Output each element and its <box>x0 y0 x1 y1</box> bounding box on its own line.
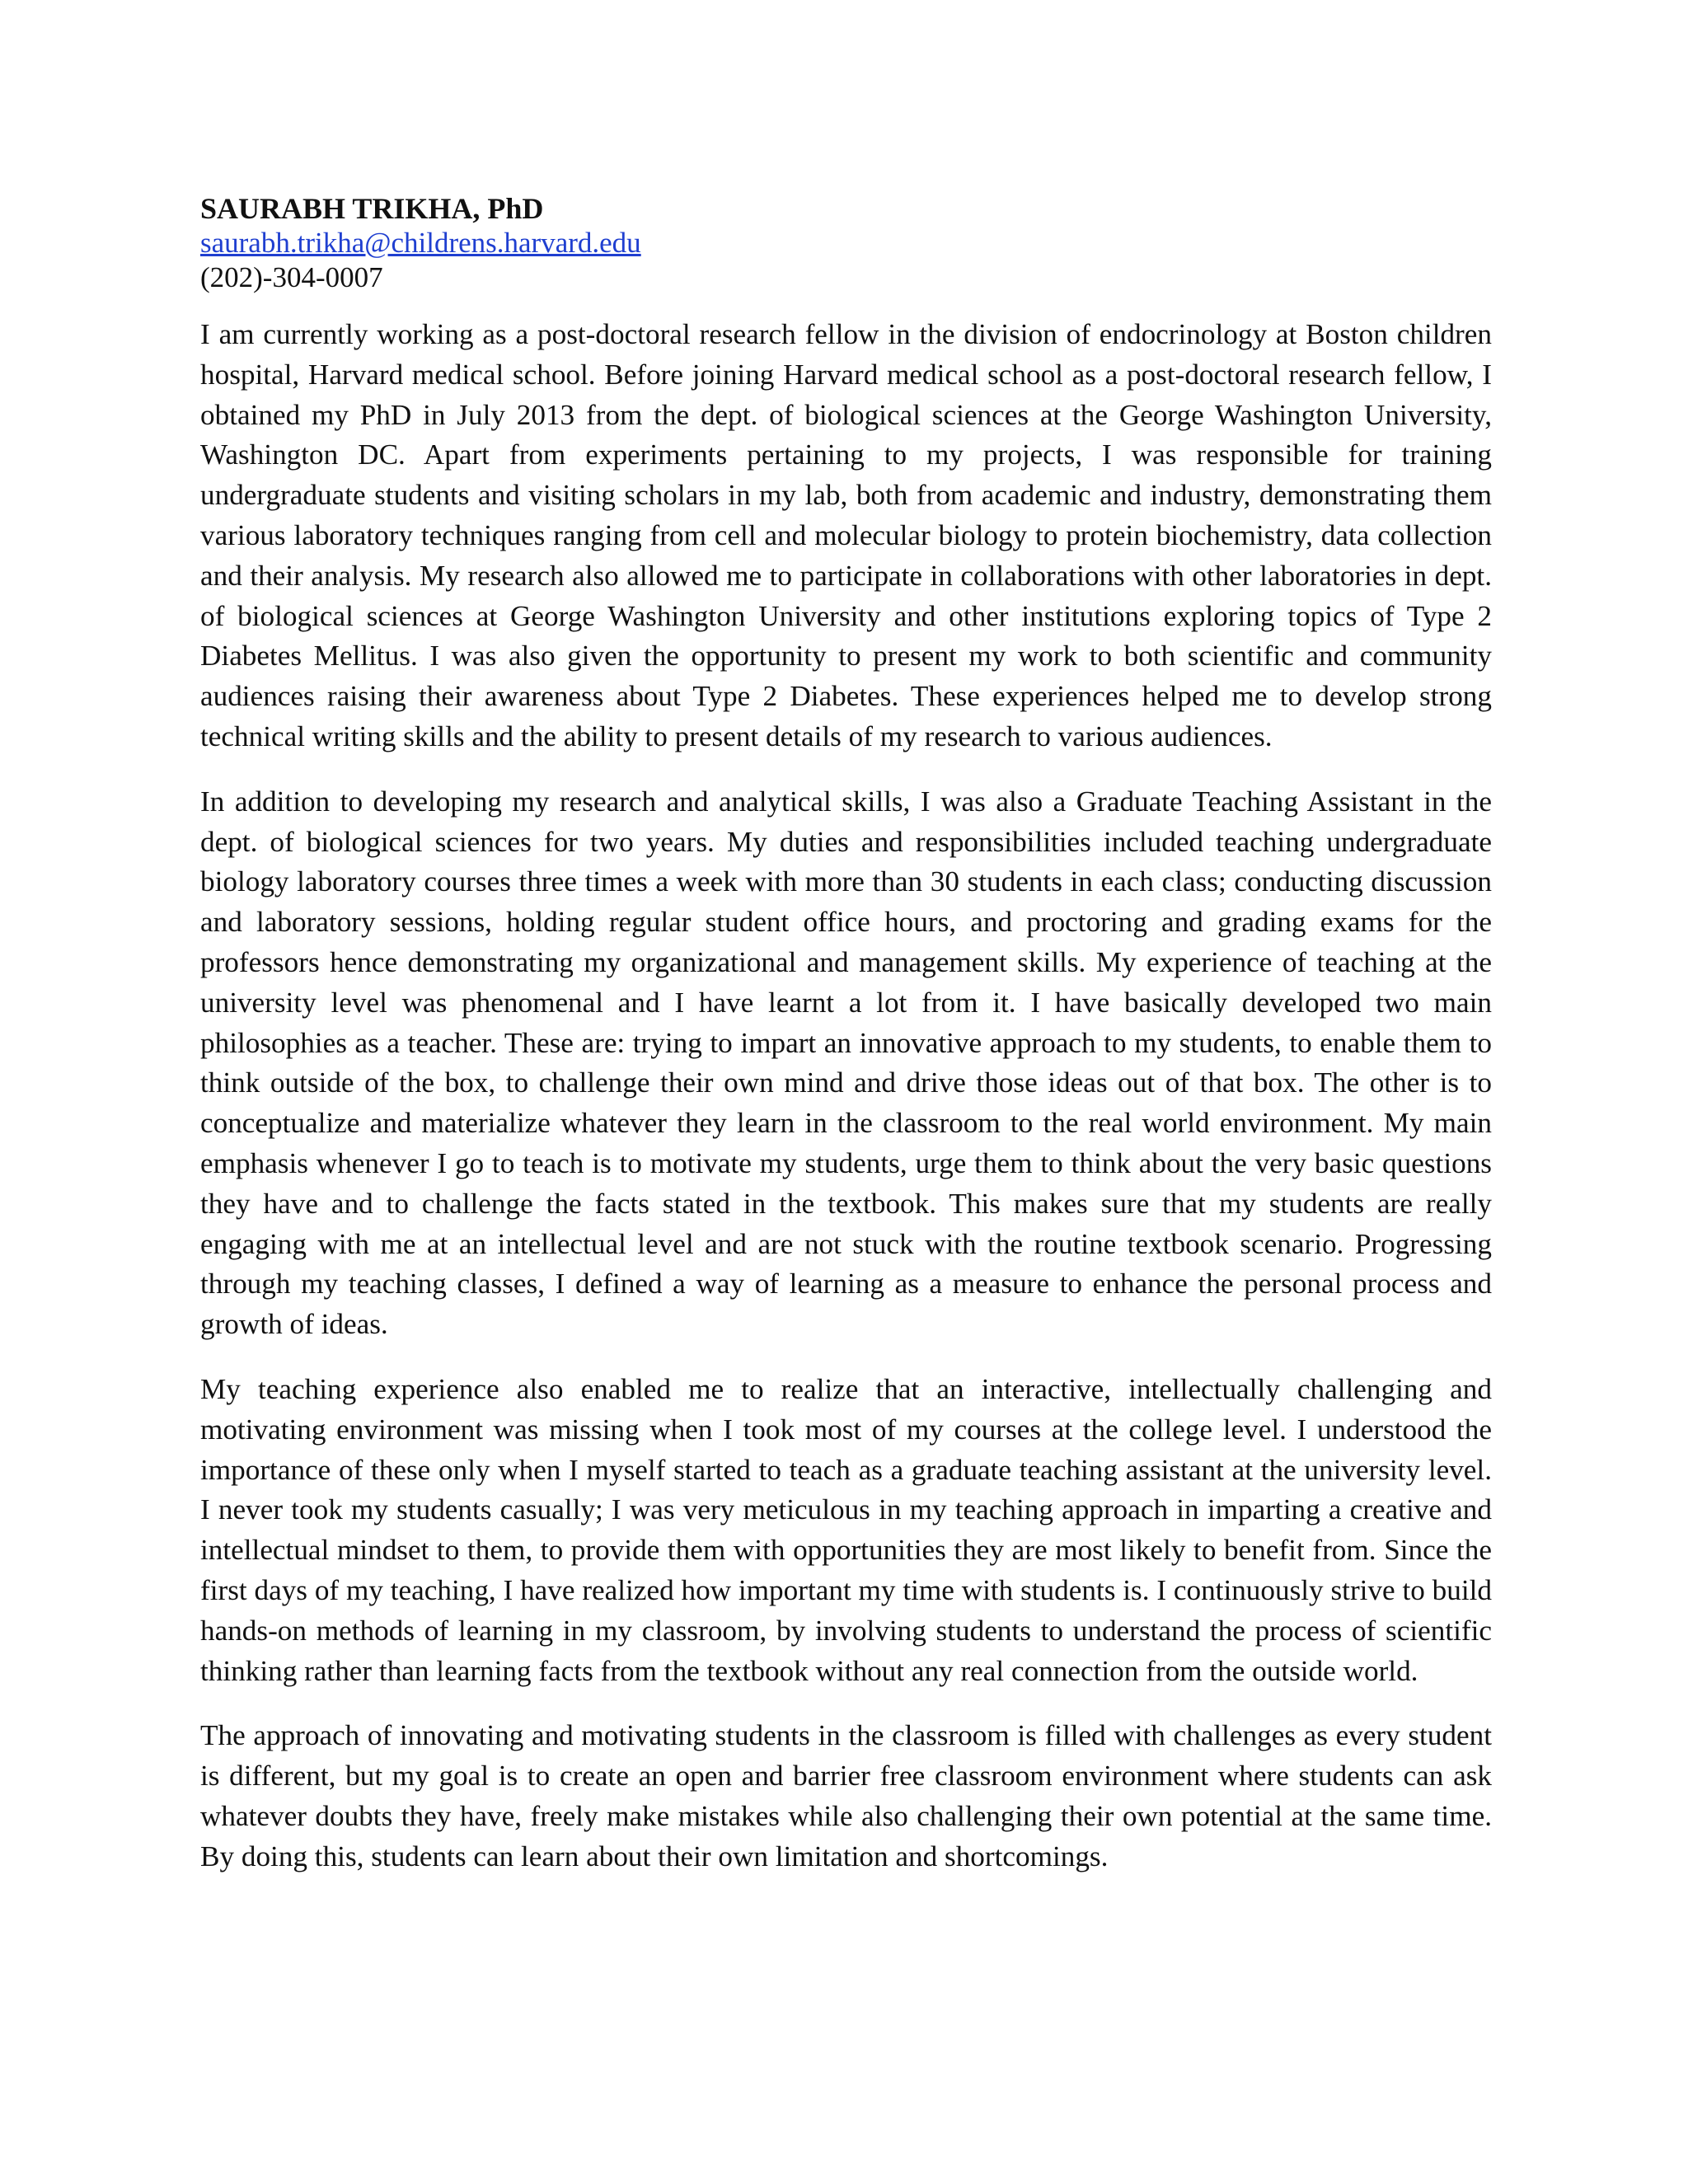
paragraph-research: I am currently working as a post-doctoral research fellow in the division of endocrinology at Boston children hospital, Harvard medical school. Before joining Harvard medical school as a post-doctoral research fellow, I obtained my PhD in July 2013 from the dept. of biological sciences at the George Washington University, Washington DC. Apart from experiments pertaining to my projects, I was responsible for training undergraduate students and visiting scholars in my lab, both from academic and industry, demonstrating them various laboratory techniques ranging from cell and molecular biology to protein biochemistry, data collection and their analysis. My research also allowed me to participate in collaborations with other laboratories in dept. of biological sciences at George Washington University and other institutions exploring topics of Type 2 Diabetes Mellitus. I was also given the opportunity to present my work to both scientific and community audiences raising their awareness about Type 2 Diabetes. These experiences helped me to develop strong technical writing skills and the ability to present details of my research to various audiences. <box>200 318 1492 752</box>
paragraph-teaching-experience: My teaching experience also enabled me to realize that an interactive, intellectually challenging and motivating environment was missing when I took most of my courses at the college level. I understood the importance of these only when I myself started to teach as a graduate teaching assistant at the university level. I never took my students casually; I was very meticulous in my teaching approach in imparting a creative and intellectual mindset to them, to provide them with opportunities they are most likely to benefit from. Since the first days of my teaching, I have realized how important my time with students is. I continuously strive to build hands-on methods of learning in my classroom, by involving students to understand the process of scientific thinking rather than learning facts from the textbook without any real connection from the outside world. <box>200 1372 1492 1687</box>
email-link[interactable]: saurabh.trikha@childrens.harvard.edu <box>200 227 641 259</box>
paragraph-teaching-approach: The approach of innovating and motivating students in the classroom is filled with challenges as every student is different, but my goal is to create an open and barrier free classroom environment where students can ask whatever doubts they have, freely make mistakes while also challenging their own potential at the same time. By doing this, students can learn about their own limitation and shortcomings. <box>200 1719 1492 1872</box>
paragraph-teaching-assistant: In addition to developing my research and analytical skills, I was also a Graduate Teaching Assistant in the dept. of biological sciences for two years. My duties and responsibilities included teaching undergraduate biology laboratory courses three times a week with more than 30 students in each class; conducting discussion and laboratory sessions, holding regular student office hours, and proctoring and grading exams for the professors hence demonstrating my organizational and management skills. My experience of teaching at the university level was phenomenal and I have learnt a lot from it. I have basically developed two main philosophies as a teacher. These are: trying to impart an innovative approach to my students, to enable them to think outside of the box, to challenge their own mind and drive those ideas out of that box. The other is to conceptualize and materialize whatever they learn in the classroom to the real world environment. My main emphasis whenever I go to teach is to motivate my students, urge them to think about the very basic questions they have and to challenge the facts stated in the textbook. This makes sure that my students are really engaging with me at an intellectual level and are not stuck with the routine textbook scenario. Progressing through my teaching classes, I defined a way of learning as a measure to enhance the personal process and growth of ideas. <box>200 785 1492 1341</box>
document-page <box>200 191 1492 1901</box>
phone-number: (202)-304-0007 <box>200 261 383 293</box>
author-name: SAURABH TRIKHA, PhD <box>200 192 544 225</box>
